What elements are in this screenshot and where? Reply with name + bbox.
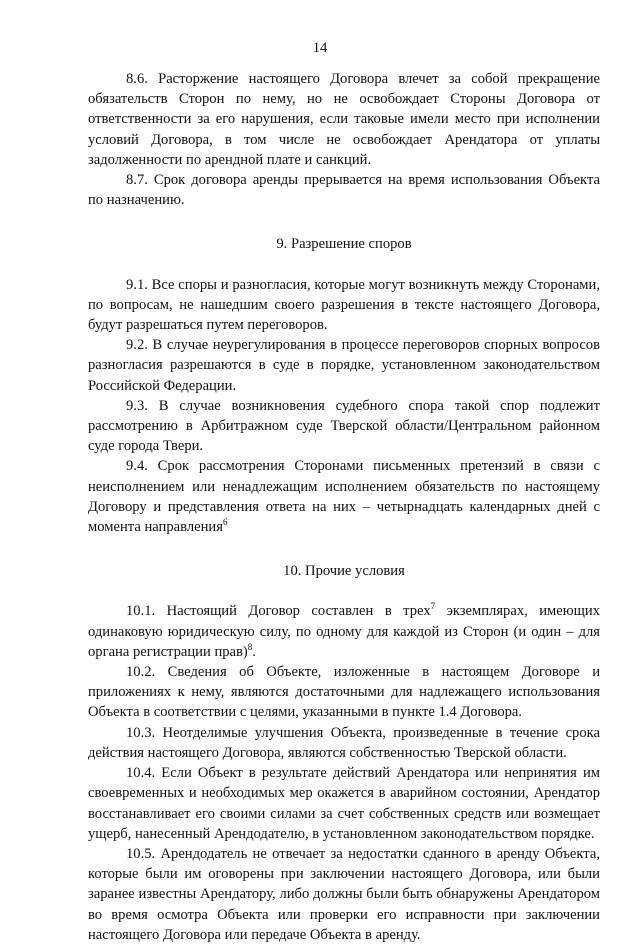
clause-10-3: 10.3. Неотделимые улучшения Объекта, произведенные в течение срока действия настоящего Договора, являются собственностью Тверской области. xyxy=(88,724,600,761)
clause-9-2: 9.2. В случае неурегулирования в процессе переговоров спорных вопросов разногласия разрешаются в суде в порядке, установленном законодательством Российской Федерации. xyxy=(88,337,600,394)
document-body xyxy=(88,69,600,945)
page-number: 14 xyxy=(312,40,328,56)
clause-10-4: 10.4. Если Объект в результате действий Арендатора или непринятия им своевременных и необходимых мер окажется в аварийном состоянии, Арендатор восстанавливает его своими силами за счет собственных средств или возмещает ущерб, нанесенный Арендодателю, в установленном законодательством порядке. xyxy=(88,765,600,842)
clause-10-5: 10.5. Арендодатель не отвечает за недостатки сданного в аренду Объекта, которые были им оговорены при заключении настоящего Договора, или были заранее известны Арендатору, либо должны были быть обнаружены Арендатором во время осмотра Объекта или проверки его исправности при заключении настоящего Договора или передаче Объекта в аренду. xyxy=(88,845,600,943)
clause-9-1: 9.1. Все споры и разногласия, которые могут возникнуть между Сторонами, по вопросам, не нашедшим своего разрешения в тексте настоящего Договора, будут разрешаться путем переговоров. xyxy=(88,276,600,334)
clause-10-1 xyxy=(88,601,600,662)
footnote-ref-8[interactable]: 8 xyxy=(247,642,253,653)
footnote-ref-7[interactable]: 7 xyxy=(430,601,436,612)
footnote-ref-6[interactable]: 6 xyxy=(222,517,228,528)
clause-10-2: 10.2. Сведения об Объекте, изложенные в настоящем Договоре и приложениях к нему, являются достаточными для надлежащего использования Объекта в соответствии с целями, указанными в пункте 1.4 Договора. xyxy=(88,664,600,721)
clause-9-4-text: 9.4. Срок рассмотрения Сторонами письменных претензий в связи с неисполнением или ненадлежащим исполнением обязательств по настоящему Договору и представления ответа на них – четырнадцать календарных дней с момента направления xyxy=(88,458,600,536)
clause-9-3: 9.3. В случае возникновения судебного спора такой спор подлежит рассмотрению в Арбитражном суде Тверской области/Центральном районном суде города Твери. xyxy=(88,397,600,455)
clause-10-1-text-a: 10.1. Настоящий Договор составлен в трех xyxy=(126,603,431,620)
clause-9-4 xyxy=(88,456,600,537)
clause-8-7: 8.7. Срок договора аренды прерывается на время использования Объекта по назначению. xyxy=(88,172,600,209)
clause-8-6: 8.6. Расторжение настоящего Договора влечет за собой прекращение обязательств Сторон по нему, но не освобождает Стороны Договора от ответственности за его нарушения, если таковые имели место при исполнении условий Договора, в том числе не освобождает Арендатора от уплаты задолженности по арендной плате и санкций. xyxy=(88,71,600,168)
clause-10-1-text-b: экземплярах, имеющих одинаковую юридическую силу, по одному для каждой из Сторон (и один – для органа регистрации прав) xyxy=(88,603,601,660)
section-9-heading: 9. Разрешение споров xyxy=(276,236,412,253)
section-10-heading: 10. Прочие условия xyxy=(283,563,405,580)
clause-10-1-text-c: . xyxy=(252,643,256,660)
